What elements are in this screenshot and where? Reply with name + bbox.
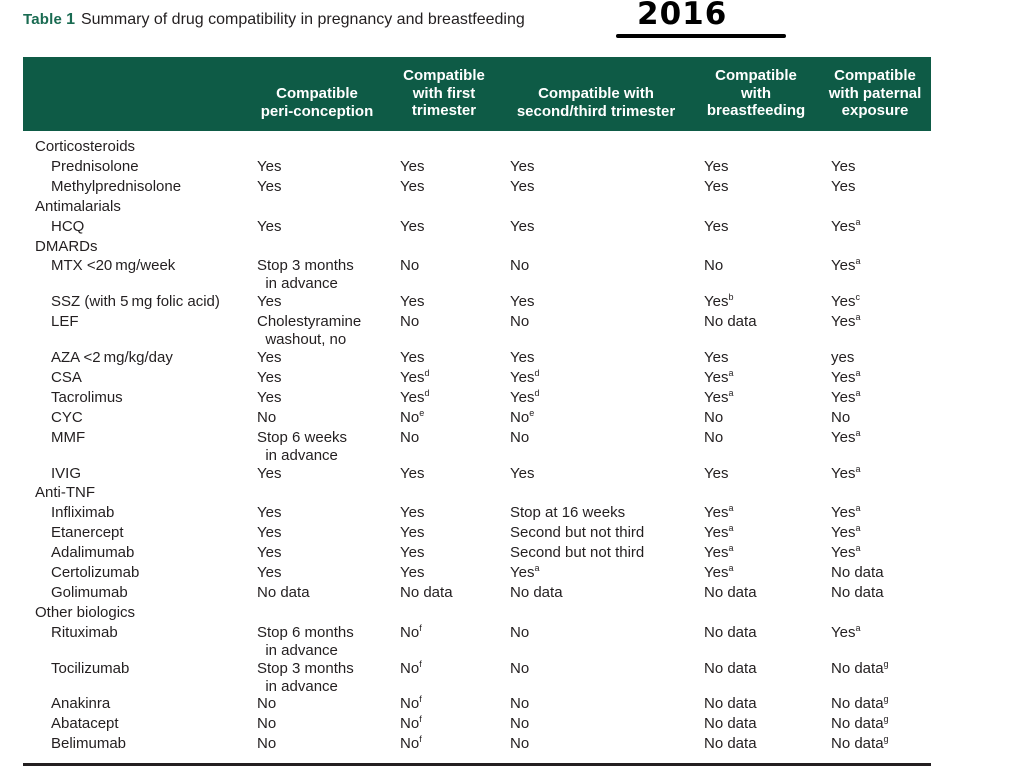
- cell-text: Second but not third: [510, 544, 645, 561]
- group-heading: Antimalarials: [35, 198, 121, 215]
- group-heading: Corticosteroids: [35, 138, 136, 155]
- cell-text: Yes: [400, 158, 425, 175]
- cell-col-1: [257, 369, 281, 387]
- cell-text: Yes: [704, 544, 729, 561]
- cell-text: Yes: [831, 544, 856, 561]
- footnote-marker: a: [855, 523, 861, 533]
- column-header-4: Compatible with breastfeeding: [706, 67, 806, 119]
- cell-text: No: [510, 695, 530, 712]
- cell-col-2: [400, 369, 430, 387]
- cell-text: Yes: [257, 218, 282, 235]
- cell-text: Yes: [704, 524, 729, 541]
- footnote-marker: d: [424, 388, 430, 398]
- cell-col-5: [831, 349, 854, 367]
- table-caption: [23, 11, 525, 29]
- footnote-marker: a: [855, 428, 861, 438]
- cell-col-1: [257, 218, 281, 236]
- group-heading: Anti-TNF: [35, 484, 95, 501]
- cell-col-3: [510, 429, 529, 447]
- cell-text: Yes: [257, 178, 282, 195]
- cell-col-4: [704, 524, 734, 542]
- cell-col-3: [510, 564, 540, 582]
- cell-col-4: [704, 504, 734, 522]
- cell-text: No data: [704, 660, 757, 677]
- cell-text: Yes: [831, 504, 856, 521]
- drug-name: Belimumab: [51, 735, 127, 752]
- cell-col-4: [704, 544, 734, 562]
- footnote-marker: d: [534, 368, 540, 378]
- cell-col-5: [831, 660, 889, 678]
- cell-col-3: [510, 584, 563, 602]
- cell-text: Yes: [831, 624, 856, 641]
- cell-col-1: [257, 409, 276, 427]
- cell-text: Stop 6 months in advance: [257, 624, 354, 659]
- cell-text: No data: [831, 715, 884, 732]
- cell-col-5: [831, 293, 860, 311]
- cell-col-3: [510, 524, 644, 542]
- table-label: Table: [23, 11, 63, 28]
- cell-col-4: [704, 715, 757, 733]
- cell-text: No: [400, 313, 420, 330]
- cell-text: No: [831, 409, 851, 426]
- cell-text: Stop 6 weeks in advance: [257, 429, 348, 464]
- cell-col-4: [704, 429, 723, 447]
- cell-col-1: [257, 584, 310, 602]
- cell-text: Yes: [257, 524, 282, 541]
- footnote-marker: a: [728, 388, 734, 398]
- cell-col-5: [831, 409, 850, 427]
- cell-text: Yes: [257, 158, 282, 175]
- footnote-marker: c: [855, 292, 860, 302]
- cell-text: Yes: [400, 504, 425, 521]
- cell-col-5: [831, 504, 861, 522]
- cell-text: Yes: [510, 389, 535, 406]
- cell-text: No: [704, 257, 724, 274]
- cell-text: No data: [831, 660, 884, 677]
- footnote-marker: a: [855, 388, 861, 398]
- cell-col-5: [831, 544, 861, 562]
- cell-text: Yes: [257, 465, 282, 482]
- cell-text: Yes: [704, 349, 729, 366]
- cell-text: Yes: [831, 257, 856, 274]
- cell-text: Yes: [704, 504, 729, 521]
- drug-name: CSA: [51, 369, 82, 386]
- cell-text: No: [510, 660, 530, 677]
- cell-col-1: [257, 735, 276, 753]
- cell-text: No: [510, 735, 530, 752]
- drug-name: Anakinra: [51, 695, 111, 712]
- footnote-marker: a: [855, 312, 861, 322]
- cell-text: Yes: [400, 524, 425, 541]
- footnote-marker: a: [855, 368, 861, 378]
- cell-col-3: [510, 409, 534, 427]
- footnote-marker: f: [419, 734, 422, 744]
- cell-col-3: [510, 544, 644, 562]
- footnote-marker: a: [728, 523, 734, 533]
- cell-text: Yes: [704, 564, 729, 581]
- cell-col-3: [510, 504, 625, 522]
- cell-text: No: [704, 409, 724, 426]
- column-header-1: Compatible peri-conception: [260, 85, 374, 120]
- cell-col-3: [510, 369, 540, 387]
- cell-text: Yes: [257, 564, 282, 581]
- cell-text: No: [704, 429, 724, 446]
- cell-col-3: [510, 218, 534, 236]
- cell-col-5: [831, 369, 861, 387]
- cell-text: Yes: [400, 389, 425, 406]
- cell-text: Yes: [704, 218, 729, 235]
- cell-col-5: [831, 389, 861, 407]
- footnote-marker: f: [419, 694, 422, 704]
- table-bottom-rule: [23, 763, 931, 766]
- cell-text: Yes: [831, 178, 856, 195]
- cell-col-3: [510, 293, 534, 311]
- cell-col-4: [704, 369, 734, 387]
- cell-text: Yes: [400, 564, 425, 581]
- footnote-marker: d: [534, 388, 540, 398]
- cell-text: Yes: [704, 178, 729, 195]
- cell-col-2: [400, 257, 419, 275]
- cell-col-5: [831, 695, 889, 713]
- cell-col-1: [257, 660, 354, 696]
- cell-text: No data: [704, 715, 757, 732]
- footnote-marker: g: [883, 734, 889, 744]
- cell-col-3: [510, 257, 529, 275]
- footnote-marker: a: [728, 563, 734, 573]
- cell-text: No: [400, 660, 420, 677]
- handwritten-year: 2016: [637, 0, 728, 32]
- drug-name: Prednisolone: [51, 158, 139, 175]
- cell-col-3: [510, 695, 529, 713]
- footnote-marker: f: [419, 714, 422, 724]
- cell-text: No: [400, 409, 420, 426]
- cell-text: Yes: [400, 369, 425, 386]
- cell-text: No: [510, 257, 530, 274]
- cell-col-4: [704, 293, 734, 311]
- cell-col-3: [510, 313, 529, 331]
- cell-text: No data: [704, 313, 757, 330]
- cell-col-4: [704, 695, 757, 713]
- cell-text: No data: [400, 584, 453, 601]
- cell-text: Yes: [257, 369, 282, 386]
- cell-text: No data: [510, 584, 563, 601]
- cell-text: No: [257, 409, 277, 426]
- cell-col-5: [831, 257, 861, 275]
- cell-text: Yes: [704, 389, 729, 406]
- footnote-marker: a: [855, 623, 861, 633]
- drug-name: Rituximab: [51, 624, 118, 641]
- cell-text: No: [257, 695, 277, 712]
- cell-col-1: [257, 544, 281, 562]
- cell-col-1: [257, 524, 281, 542]
- drug-name: AZA <2 mg/kg/day: [51, 349, 173, 366]
- cell-col-4: [704, 158, 728, 176]
- cell-text: Yes: [831, 465, 856, 482]
- cell-text: Yes: [257, 293, 282, 310]
- cell-col-2: [400, 544, 424, 562]
- cell-text: No: [400, 429, 420, 446]
- cell-col-3: [510, 389, 540, 407]
- cell-text: Yes: [831, 313, 856, 330]
- cell-text: No: [257, 715, 277, 732]
- cell-text: Yes: [400, 293, 425, 310]
- cell-col-1: [257, 695, 276, 713]
- footnote-marker: a: [855, 543, 861, 553]
- cell-col-3: [510, 158, 534, 176]
- cell-text: Yes: [831, 158, 856, 175]
- drug-name: MMF: [51, 429, 86, 446]
- cell-col-3: [510, 715, 529, 733]
- cell-col-5: [831, 524, 861, 542]
- group-heading: DMARDs: [35, 238, 98, 255]
- cell-text: Yes: [257, 389, 282, 406]
- cell-text: Yes: [831, 389, 856, 406]
- cell-col-2: [400, 465, 424, 483]
- cell-text: Yes: [510, 349, 535, 366]
- cell-col-1: [257, 313, 361, 349]
- cell-col-2: [400, 349, 424, 367]
- cell-col-2: [400, 695, 422, 713]
- cell-text: No: [510, 624, 530, 641]
- footnote-marker: g: [883, 694, 889, 704]
- cell-col-4: [704, 257, 723, 275]
- cell-col-4: [704, 465, 728, 483]
- cell-text: Yes: [510, 218, 535, 235]
- cell-col-3: [510, 349, 534, 367]
- cell-text: Yes: [510, 178, 535, 195]
- drug-name: Golimumab: [51, 584, 128, 601]
- cell-col-2: [400, 429, 419, 447]
- handwritten-underline: [616, 34, 786, 38]
- cell-text: Yes: [257, 544, 282, 561]
- drug-name: SSZ (with 5 mg folic acid): [51, 293, 220, 310]
- cell-text: Yes: [831, 524, 856, 541]
- drug-name: Certolizumab: [51, 564, 140, 581]
- cell-text: Yes: [510, 369, 535, 386]
- cell-col-1: [257, 293, 281, 311]
- cell-text: No: [400, 695, 420, 712]
- cell-col-2: [400, 735, 422, 753]
- footnote-marker: d: [424, 368, 430, 378]
- cell-text: Yes: [257, 504, 282, 521]
- cell-col-1: [257, 389, 281, 407]
- cell-col-2: [400, 624, 422, 642]
- cell-col-2: [400, 660, 422, 678]
- cell-col-4: [704, 660, 757, 678]
- drug-name: Etanercept: [51, 524, 124, 541]
- cell-col-4: [704, 218, 728, 236]
- cell-col-1: [257, 465, 281, 483]
- cell-text: No: [400, 735, 420, 752]
- cell-col-4: [704, 735, 757, 753]
- drug-name: Tocilizumab: [51, 660, 130, 677]
- cell-col-5: [831, 465, 861, 483]
- cell-text: Yes: [400, 544, 425, 561]
- cell-col-5: [831, 584, 884, 602]
- cell-text: Yes: [510, 465, 535, 482]
- cell-text: Yes: [510, 564, 535, 581]
- cell-text: No: [400, 715, 420, 732]
- cell-text: No: [510, 313, 530, 330]
- cell-col-3: [510, 178, 534, 196]
- cell-text: Yes: [704, 465, 729, 482]
- cell-text: No: [257, 735, 277, 752]
- cell-col-5: [831, 429, 861, 447]
- cell-text: Yes: [704, 158, 729, 175]
- cell-text: Yes: [831, 218, 856, 235]
- footnote-marker: a: [855, 464, 861, 474]
- cell-col-1: [257, 564, 281, 582]
- cell-text: Stop at 16 weeks: [510, 504, 626, 521]
- footnote-marker: a: [855, 256, 861, 266]
- footnote-marker: a: [534, 563, 540, 573]
- cell-col-2: [400, 158, 424, 176]
- cell-text: Stop 3 months in advance: [257, 257, 354, 292]
- cell-col-1: [257, 624, 354, 660]
- column-header-3: Compatible with second/third trimester: [516, 85, 676, 120]
- cell-col-3: [510, 735, 529, 753]
- cell-col-3: [510, 624, 529, 642]
- cell-col-4: [704, 564, 734, 582]
- footnote-marker: a: [855, 217, 861, 227]
- cell-text: Yes: [257, 349, 282, 366]
- cell-text: No data: [831, 695, 884, 712]
- cell-col-4: [704, 409, 723, 427]
- cell-col-2: [400, 293, 424, 311]
- cell-col-5: [831, 218, 861, 236]
- cell-text: No data: [704, 695, 757, 712]
- cell-col-5: [831, 158, 855, 176]
- cell-col-2: [400, 524, 424, 542]
- cell-text: Yes: [831, 293, 856, 310]
- cell-col-4: [704, 584, 757, 602]
- cell-text: No data: [704, 624, 757, 641]
- drug-name: LEF: [51, 313, 79, 330]
- cell-text: No data: [257, 584, 310, 601]
- drug-name: CYC: [51, 409, 83, 426]
- cell-text: Yes: [400, 349, 425, 366]
- drug-name: HCQ: [51, 218, 85, 235]
- cell-col-3: [510, 465, 534, 483]
- cell-col-2: [400, 178, 424, 196]
- cell-text: Yes: [400, 465, 425, 482]
- cell-col-4: [704, 389, 734, 407]
- cell-col-4: [704, 178, 728, 196]
- cell-text: No data: [831, 735, 884, 752]
- cell-text: No: [400, 624, 420, 641]
- drug-name: Adalimumab: [51, 544, 135, 561]
- cell-col-2: [400, 313, 419, 331]
- table-title: Summary of drug compatibility in pregnancy and breastfeeding: [80, 11, 525, 28]
- cell-text: No: [400, 257, 420, 274]
- cell-text: No: [510, 429, 530, 446]
- cell-col-2: [400, 564, 424, 582]
- footnote-marker: e: [529, 408, 535, 418]
- compatibility-table: [23, 57, 931, 768]
- drug-name: Methylprednisolone: [51, 178, 182, 195]
- cell-col-5: [831, 564, 884, 582]
- footnote-marker: a: [728, 368, 734, 378]
- cell-text: yes: [831, 349, 855, 366]
- footnote-marker: f: [419, 659, 422, 669]
- cell-col-1: [257, 257, 354, 293]
- cell-text: Yes: [831, 369, 856, 386]
- cell-col-2: [400, 389, 430, 407]
- drug-name: IVIG: [51, 465, 82, 482]
- column-header-2: Compatible with first trimester: [403, 67, 485, 119]
- cell-col-1: [257, 429, 347, 465]
- cell-col-2: [400, 715, 422, 733]
- cell-text: No data: [704, 735, 757, 752]
- cell-col-1: [257, 504, 281, 522]
- cell-col-3: [510, 660, 529, 678]
- cell-text: Yes: [400, 178, 425, 195]
- cell-col-5: [831, 313, 861, 331]
- cell-text: No data: [831, 584, 884, 601]
- cell-text: Second but not third: [510, 524, 645, 541]
- cell-col-1: [257, 349, 281, 367]
- cell-col-4: [704, 349, 728, 367]
- cell-col-5: [831, 715, 889, 733]
- cell-col-2: [400, 409, 424, 427]
- cell-col-4: [704, 313, 757, 331]
- cell-col-5: [831, 624, 861, 642]
- cell-col-5: [831, 735, 889, 753]
- footnote-marker: b: [728, 292, 734, 302]
- cell-text: Yes: [510, 158, 535, 175]
- cell-text: Yes: [510, 293, 535, 310]
- column-header-5: Compatible with paternal exposure: [828, 67, 922, 119]
- cell-text: Stop 3 months in advance: [257, 660, 354, 695]
- cell-text: No: [510, 715, 530, 732]
- cell-text: Yes: [704, 293, 729, 310]
- footnote-marker: e: [419, 408, 425, 418]
- drug-name: Infliximab: [51, 504, 115, 521]
- cell-text: No data: [831, 564, 884, 581]
- footnote-marker: a: [728, 503, 734, 513]
- cell-text: Yes: [704, 369, 729, 386]
- cell-col-4: [704, 624, 757, 642]
- drug-name: Tacrolimus: [51, 389, 123, 406]
- cell-text: No data: [704, 584, 757, 601]
- table-number: 1: [66, 11, 75, 28]
- cell-text: Cholestyramine washout, no: [257, 313, 362, 348]
- cell-col-2: [400, 218, 424, 236]
- cell-col-2: [400, 584, 453, 602]
- footnote-marker: a: [728, 543, 734, 553]
- footnote-marker: f: [419, 623, 422, 633]
- footnote-marker: a: [855, 503, 861, 513]
- cell-col-1: [257, 158, 281, 176]
- cell-text: Yes: [400, 218, 425, 235]
- footnote-marker: g: [883, 659, 889, 669]
- drug-name: Abatacept: [51, 715, 119, 732]
- cell-col-1: [257, 178, 281, 196]
- cell-col-1: [257, 715, 276, 733]
- group-heading: Other biologics: [35, 604, 136, 621]
- cell-text: No: [510, 409, 530, 426]
- footnote-marker: g: [883, 714, 889, 724]
- cell-text: Yes: [831, 429, 856, 446]
- cell-col-2: [400, 504, 424, 522]
- drug-name: MTX <20 mg/week: [51, 257, 176, 274]
- cell-col-5: [831, 178, 855, 196]
